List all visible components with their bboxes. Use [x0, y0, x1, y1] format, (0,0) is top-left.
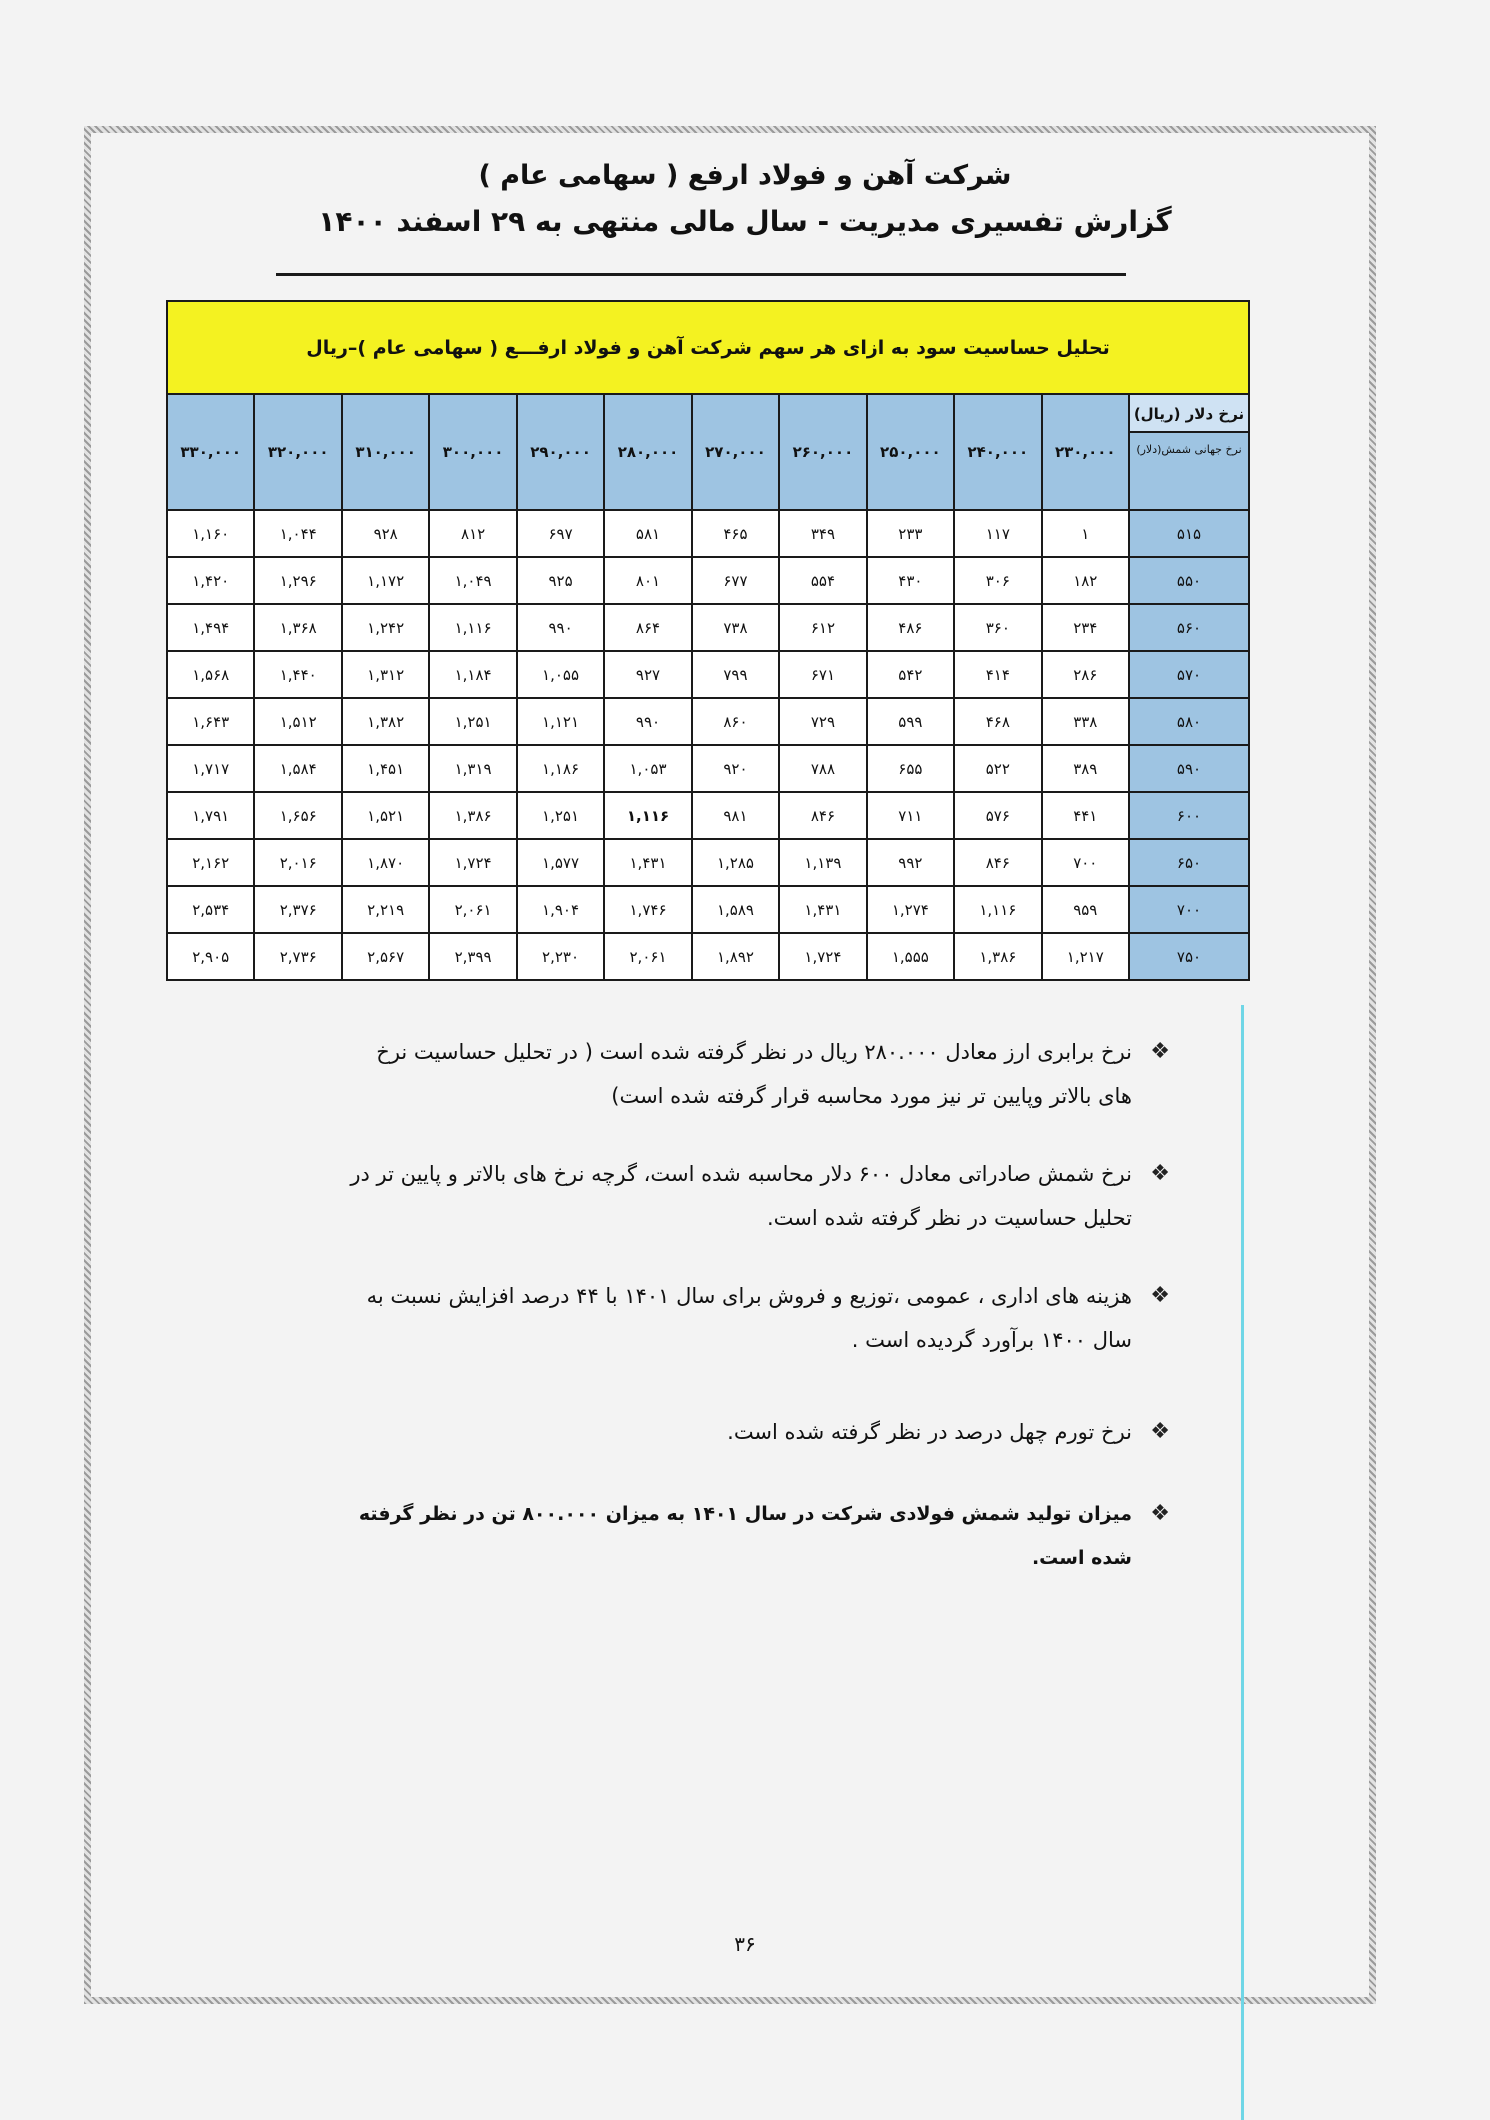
table-cell: ۲,۰۶۱	[429, 886, 516, 933]
table-cell: ۱,۲۷۴	[867, 886, 954, 933]
note-item	[340, 1492, 1170, 1580]
table-cell: ۱,۵۱۲	[254, 698, 341, 745]
table-cell: ۱,۳۸۶	[954, 933, 1041, 980]
table-cell: ۳۴۹	[779, 510, 866, 557]
table-cell: ۸۴۶	[779, 792, 866, 839]
table-row	[167, 510, 1249, 557]
table-cell: ۱,۲۱۷	[1042, 933, 1129, 980]
table-cell: ۱,۱۱۶	[604, 792, 691, 839]
table-row	[167, 933, 1249, 980]
table-cell: ۲۸۶	[1042, 651, 1129, 698]
table-row	[167, 792, 1249, 839]
table-cell: ۹۵۹	[1042, 886, 1129, 933]
table-cell: ۱,۴۳۱	[779, 886, 866, 933]
table-cell: ۱,۵۷۷	[517, 839, 604, 886]
table-cell: ۱,۳۱۹	[429, 745, 516, 792]
row-header: ۵۸۰	[1129, 698, 1249, 745]
table-cell: ۱,۱۳۹	[779, 839, 866, 886]
table-row	[167, 698, 1249, 745]
table-cell: ۱,۴۵۱	[342, 745, 429, 792]
table-row	[167, 839, 1249, 886]
note-text: میزان تولید شمش فولادی شرکت در سال ۱۴۰۱ به میزان ۸۰۰.۰۰۰ تن در نظر گرفته شده است.	[358, 1503, 1132, 1569]
table-cell: ۴۶۵	[692, 510, 779, 557]
sensitivity-table	[166, 300, 1250, 981]
table-cell: ۱,۲۹۶	[254, 557, 341, 604]
table-cell: ۷۹۹	[692, 651, 779, 698]
table-cell: ۵۴۲	[867, 651, 954, 698]
table-cell: ۹۲۷	[604, 651, 691, 698]
table-corner-cell	[1129, 394, 1249, 510]
row-header: ۵۶۰	[1129, 604, 1249, 651]
table-row	[167, 651, 1249, 698]
column-header: ۳۳۰,۰۰۰	[167, 394, 254, 510]
table-caption: تحلیل حساسیت سود به ازای هر سهم شرکت آهن و فولاد ارفـــع ( سهامی عام )–ریال	[167, 301, 1249, 394]
company-title: شرکت آهن و فولاد ارفع ( سهامی عام )	[478, 160, 1012, 191]
table-cell: ۹۲۸	[342, 510, 429, 557]
table-cell: ۱,۷۹۱	[167, 792, 254, 839]
table-cell: ۱,۱۱۶	[429, 604, 516, 651]
table-cell: ۷۳۸	[692, 604, 779, 651]
note-text: نرخ شمش صادراتی معادل ۶۰۰ دلار محاسبه شده است، گرچه نرخ های بالاتر و پایین تر در تحلیل حساسیت در نظر گرفته شده است.	[350, 1162, 1132, 1230]
note-item	[340, 1274, 1170, 1362]
table-cell: ۶۵۵	[867, 745, 954, 792]
report-header	[0, 160, 1490, 238]
row-header: ۷۰۰	[1129, 886, 1249, 933]
table-cell: ۶۱۲	[779, 604, 866, 651]
table-cell: ۲,۳۹۹	[429, 933, 516, 980]
table-cell: ۸۶۰	[692, 698, 779, 745]
table-cell: ۲,۵۶۷	[342, 933, 429, 980]
table-cell: ۹۲۵	[517, 557, 604, 604]
column-header: ۲۷۰,۰۰۰	[692, 394, 779, 510]
column-header: ۲۴۰,۰۰۰	[954, 394, 1041, 510]
table-cell: ۳۰۶	[954, 557, 1041, 604]
table-cell: ۱,۲۸۵	[692, 839, 779, 886]
table-cell: ۵۹۹	[867, 698, 954, 745]
diamond-bullet-icon: ❖	[1150, 1161, 1170, 1186]
table-cell: ۱,۴۳۱	[604, 839, 691, 886]
table-cell: ۱,۱۷۲	[342, 557, 429, 604]
table-cell: ۹۲۰	[692, 745, 779, 792]
table-cell: ۲,۵۳۴	[167, 886, 254, 933]
row-header: ۷۵۰	[1129, 933, 1249, 980]
table-cell: ۲,۷۳۶	[254, 933, 341, 980]
row-header: ۵۷۰	[1129, 651, 1249, 698]
note-text: نرخ تورم چهل درصد در نظر گرفته شده است.	[727, 1420, 1132, 1444]
table-cell: ۱,۰۴۹	[429, 557, 516, 604]
row-header: ۵۵۰	[1129, 557, 1249, 604]
table-cell: ۱,۲۴۲	[342, 604, 429, 651]
table-cell: ۱,۶۴۳	[167, 698, 254, 745]
table-cell: ۱,۰۴۴	[254, 510, 341, 557]
table-cell: ۸۱۲	[429, 510, 516, 557]
column-header: ۲۶۰,۰۰۰	[779, 394, 866, 510]
table-cell: ۹۹۰	[517, 604, 604, 651]
table-cell: ۴۳۰	[867, 557, 954, 604]
row-header: ۵۱۵	[1129, 510, 1249, 557]
table-cell: ۶۹۷	[517, 510, 604, 557]
table-row	[167, 557, 1249, 604]
column-header: ۲۵۰,۰۰۰	[867, 394, 954, 510]
table-cell: ۳۳۸	[1042, 698, 1129, 745]
table-cell: ۱,۳۸۶	[429, 792, 516, 839]
table-cell: ۳۶۰	[954, 604, 1041, 651]
note-text: هزینه های اداری ، عمومی ،توزیع و فروش برای سال ۱۴۰۱ با ۴۴ درصد افزایش نسبت به سال ۱۴۰۰ برآورد گردیده است .	[366, 1284, 1132, 1352]
column-header: ۲۸۰,۰۰۰	[604, 394, 691, 510]
table-cell: ۲,۱۶۲	[167, 839, 254, 886]
diamond-bullet-icon: ❖	[1150, 1501, 1170, 1526]
table-cell: ۵۲۲	[954, 745, 1041, 792]
table-cell: ۲,۲۱۹	[342, 886, 429, 933]
table-cell: ۱,۱۶۰	[167, 510, 254, 557]
table-cell: ۱,۱۸۴	[429, 651, 516, 698]
table-cell: ۱,۵۸۴	[254, 745, 341, 792]
table-cell: ۱,۰۵۳	[604, 745, 691, 792]
table-cell: ۱,۱۲۱	[517, 698, 604, 745]
table-cell: ۹۹۰	[604, 698, 691, 745]
note-item	[340, 1410, 1170, 1454]
table-cell: ۲,۲۳۰	[517, 933, 604, 980]
assumption-notes	[340, 1030, 1170, 1580]
column-header: ۲۹۰,۰۰۰	[517, 394, 604, 510]
diamond-bullet-icon: ❖	[1150, 1039, 1170, 1064]
table-cell: ۴۶۸	[954, 698, 1041, 745]
table-cell: ۹۹۲	[867, 839, 954, 886]
table-cell: ۲,۰۱۶	[254, 839, 341, 886]
table-cell: ۶۷۷	[692, 557, 779, 604]
table-cell: ۸۶۴	[604, 604, 691, 651]
column-header: ۳۱۰,۰۰۰	[342, 394, 429, 510]
table-cell: ۴۸۶	[867, 604, 954, 651]
column-header: ۳۲۰,۰۰۰	[254, 394, 341, 510]
table-cell: ۲۳۴	[1042, 604, 1129, 651]
table-cell: ۱,۸۷۰	[342, 839, 429, 886]
column-header: ۳۰۰,۰۰۰	[429, 394, 516, 510]
page-number: ۳۶	[734, 1932, 756, 1956]
table-cell: ۱,۳۶۸	[254, 604, 341, 651]
row-header: ۶۵۰	[1129, 839, 1249, 886]
column-header: ۲۳۰,۰۰۰	[1042, 394, 1129, 510]
table-cell: ۵۵۴	[779, 557, 866, 604]
table-cell: ۱,۳۸۲	[342, 698, 429, 745]
table-cell: ۱,۰۵۵	[517, 651, 604, 698]
table-cell: ۷۰۰	[1042, 839, 1129, 886]
table-cell: ۱,۲۵۱	[517, 792, 604, 839]
note-item	[340, 1030, 1170, 1118]
table-cell: ۲,۹۰۵	[167, 933, 254, 980]
row-header: ۵۹۰	[1129, 745, 1249, 792]
table-cell: ۱,۲۵۱	[429, 698, 516, 745]
report-subtitle: گزارش تفسیری مدیریت - سال مالی منتهی به ۲۹ اسفند ۱۴۰۰	[318, 205, 1172, 238]
table-row	[167, 886, 1249, 933]
table-cell: ۱,۹۰۴	[517, 886, 604, 933]
table-cell: ۳۸۹	[1042, 745, 1129, 792]
table-cell: ۱,۷۱۷	[167, 745, 254, 792]
table-cell: ۱,۱۸۶	[517, 745, 604, 792]
ingot-price-label: نرخ جهانی شمش(دلار)	[1136, 443, 1242, 456]
table-cell: ۷۲۹	[779, 698, 866, 745]
table-cell: ۱,۵۶۸	[167, 651, 254, 698]
table-cell: ۵۷۶	[954, 792, 1041, 839]
table-cell: ۲,۳۷۶	[254, 886, 341, 933]
table-cell: ۱,۳۱۲	[342, 651, 429, 698]
table-cell: ۱,۴۹۴	[167, 604, 254, 651]
table-cell: ۸۰۱	[604, 557, 691, 604]
row-header: ۶۰۰	[1129, 792, 1249, 839]
table-cell: ۷۸۸	[779, 745, 866, 792]
title-underline	[276, 273, 1126, 276]
table-cell: ۱,۷۴۶	[604, 886, 691, 933]
table-cell: ۲۳۳	[867, 510, 954, 557]
table-cell: ۱,۵۸۹	[692, 886, 779, 933]
table-cell: ۹۸۱	[692, 792, 779, 839]
table-cell: ۱,۶۵۶	[254, 792, 341, 839]
table-cell: ۱۱۷	[954, 510, 1041, 557]
table-cell: ۶۷۱	[779, 651, 866, 698]
table-cell: ۱۸۲	[1042, 557, 1129, 604]
table-cell: ۱,۷۲۴	[779, 933, 866, 980]
table-row	[167, 604, 1249, 651]
diamond-bullet-icon: ❖	[1150, 1419, 1170, 1444]
table-cell: ۲,۰۶۱	[604, 933, 691, 980]
table-cell: ۱,۴۲۰	[167, 557, 254, 604]
table-cell: ۱,۵۵۵	[867, 933, 954, 980]
table-cell: ۴۴۱	[1042, 792, 1129, 839]
table-row	[167, 745, 1249, 792]
table-cell: ۱,۵۲۱	[342, 792, 429, 839]
note-item	[340, 1152, 1170, 1240]
table-cell: ۱,۸۹۲	[692, 933, 779, 980]
table-cell: ۴۱۴	[954, 651, 1041, 698]
table-cell: ۱	[1042, 510, 1129, 557]
table-cell: ۱,۱۱۶	[954, 886, 1041, 933]
table-cell: ۵۸۱	[604, 510, 691, 557]
table-cell: ۱,۷۲۴	[429, 839, 516, 886]
diamond-bullet-icon: ❖	[1150, 1283, 1170, 1308]
table-cell: ۸۴۶	[954, 839, 1041, 886]
note-text: نرخ برابری ارز معادل ۲۸۰.۰۰۰ ریال در نظر گرفته شده است ( در تحلیل حساسیت نرخ های بالاتر وپایین تر نیز مورد محاسبه قرار گرفته شده است)	[376, 1040, 1132, 1108]
dollar-rate-label: نرخ دلار (ریال)	[1130, 395, 1248, 433]
table-cell: ۷۱۱	[867, 792, 954, 839]
table-cell: ۱,۴۴۰	[254, 651, 341, 698]
